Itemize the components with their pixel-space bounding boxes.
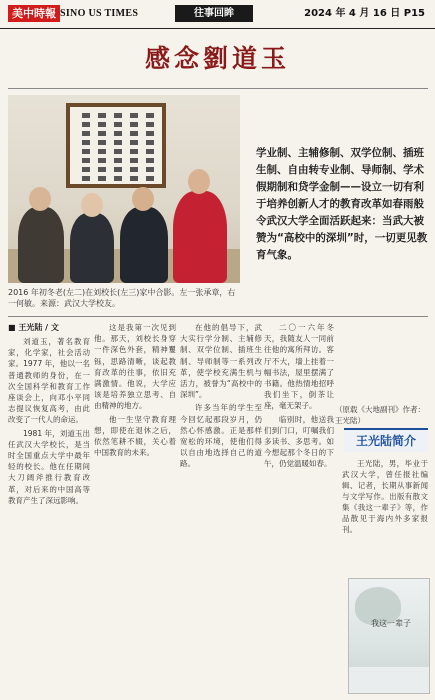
divider — [8, 88, 428, 89]
masthead — [0, 0, 435, 29]
article-headline: 感念劉道玉 — [144, 44, 290, 73]
calligraphy-frame — [66, 103, 166, 188]
article-column-1 — [8, 336, 90, 692]
paragraph: 他一生坚守教育理想，即使在退休之后，依然笔耕不辍，关心着中国教育的未来。 — [94, 414, 176, 458]
article-lead: 学业制、主辅修制、双学位制、插班生制、自由转专业制、导师制、学术假期制和贷学金制——设立一切有利于培养创新人才的教育改革如春雨般令武汉大学全面活跃起来：当武大被赞为“高校中的深圳”时，一切更见教育气象。 — [256, 147, 428, 261]
person-3 — [120, 207, 168, 283]
article-column-2 — [94, 322, 176, 692]
paragraph: 在他的倡导下，武大实行学分制、主辅修制、双学位制、插班生制、导师制等一系列改革，使学校充满生机与活力，被誉为“高校中的深圳”。 — [180, 323, 262, 400]
article-column-4 — [264, 322, 334, 692]
section-tag: 往事回眸 — [175, 5, 253, 22]
bio-paragraph: 王光陆，男，毕业于武汉大学，曾任报社编辑、记者，长期从事新闻与文学写作。出版有散文集《我这一辈子》等，作品散见于海内外多家报刊。 — [342, 459, 428, 534]
byline: ■ 王光陆 / 文 — [8, 323, 59, 332]
brand-logo: 美中時報 — [8, 5, 60, 22]
brand-name-en: SINO US TIMES — [60, 8, 139, 19]
photo-caption: 2016 年初冬老(左二)在刘校长(左三)家中合影。左一张承章，右一何敏。来源：武汉大学校友。 — [8, 288, 236, 308]
snow-ground — [349, 667, 429, 693]
paragraph: 1981 年，刘道玉出任武汉大学校长，是当时全国重点大学中最年轻的校长。他在任期间大刀阔斧推行教育改革，对后来的中国高等教育产生了深远影响。 — [8, 428, 90, 505]
book-cover — [348, 578, 430, 694]
divider — [8, 316, 428, 317]
paragraph: 临别时，他送我们到门口，叮嘱我们多读书、多思考。如今想起那个冬日的下午，仍觉温暖如春。 — [264, 414, 334, 469]
person-1 — [18, 207, 64, 283]
paragraph: 刘道玉，著名教育家，化学家，社会活动家。1977 年，他以一名普通教师的身份，在一次全国科学和教育工作座谈会上，向邓小平同志提议恢复高考，由此改变了一代人的命运。 — [8, 337, 90, 425]
paragraph: 二〇一六年冬天，我随友人一同前往他的寓所拜访。客厅不大，墙上挂着一幅书法，屋里摆满了书籍。他热情地招呼我们坐下，倒茶让座，毫无架子。 — [264, 323, 334, 411]
dateline — [304, 5, 425, 22]
article-photo — [8, 95, 240, 283]
issue-date: 2024 年 4 月 16 日 — [304, 8, 401, 19]
bio-heading: 王光陆简介 — [344, 428, 428, 452]
page-number: P15 — [403, 8, 425, 19]
bio-text — [342, 458, 428, 558]
person-2 — [70, 213, 114, 283]
book-title: 我这一辈子 — [371, 619, 411, 628]
person-4 — [173, 191, 227, 283]
article-column-3 — [180, 322, 262, 692]
paragraph: 这是我第一次见到他。那天，刘校长身穿一件深色外套，精神矍铄，思路清晰，谈起教育改革的往事，依旧充满激情。他说，大学应该是培养独立思考、自由精神的地方。 — [94, 323, 176, 411]
source-note: （原载《大地副刊》作者：王光陆） — [335, 405, 425, 425]
paragraph: 许多当年的学生至今回忆起那段岁月，仍然心怀感激。正是那样宽松的环境，使他们得以自由地选择自己的道路。 — [180, 403, 262, 469]
